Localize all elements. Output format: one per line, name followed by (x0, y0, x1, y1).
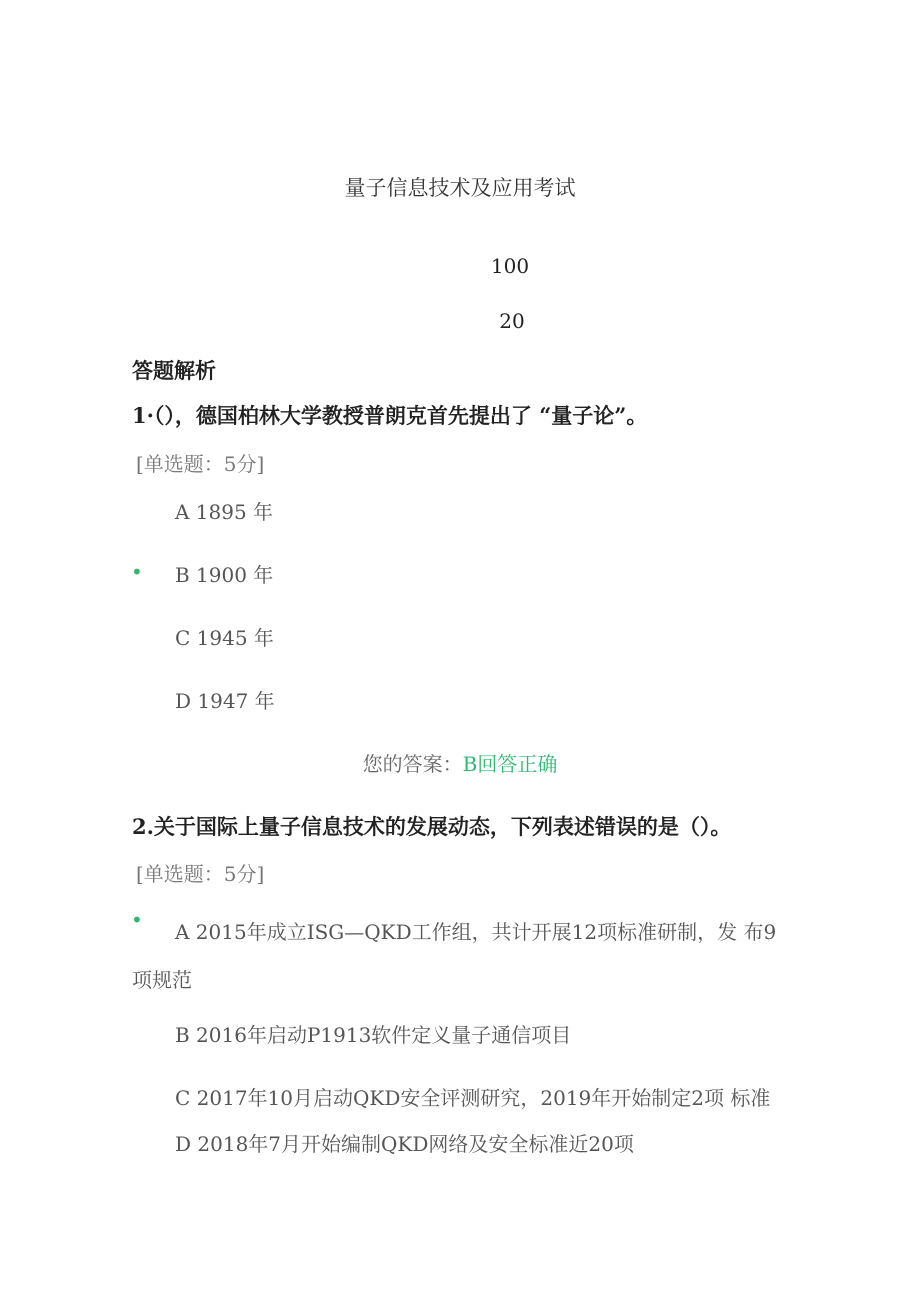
question-2-option-d[interactable]: D 2018年7月开始编制QKD网络及安全标准近20项 (175, 1132, 634, 1156)
selected-marker-icon: • (131, 908, 143, 932)
selected-marker-icon: • (131, 560, 143, 584)
question-1-option-b[interactable]: B 1900 年 (175, 563, 274, 587)
question-1-answer (0, 748, 920, 777)
question-1-stem: 1·（），德国柏林大学教授普朗克首先提出了 “量子论”。 (132, 403, 648, 428)
question-1-type: [单选题：5分] (136, 452, 265, 476)
question-1-option-c[interactable]: C 1945 年 (175, 626, 274, 650)
exam-title: 量子信息技术及应用考试 (344, 176, 576, 200)
total-score: 100 (490, 254, 530, 278)
question-2-option-a[interactable]: A 2015年成立ISG—QKD工作组，共计开展12项标准研制，发 布9项规范 (132, 920, 777, 992)
question-2-stem: 2.关于国际上量子信息技术的发展动态，下列表述错误的是（）。 (132, 814, 732, 839)
answer-prefix: 您的答案： (362, 752, 463, 776)
question-1-option-d[interactable]: D 1947 年 (175, 689, 275, 713)
question-2-type: [单选题：5分] (136, 862, 265, 886)
question-2-option-b[interactable]: B 2016年启动P1913软件定义量子通信项目 (175, 1023, 572, 1047)
question-1-option-a[interactable]: A 1895 年 (175, 500, 274, 524)
question-2-option-c[interactable]: C 2017年10月启动QKD安全评测研究，2019年开始制定2项 标准 (175, 1086, 771, 1110)
answer-result: B回答正确 (462, 752, 558, 776)
question-count: 20 (499, 309, 525, 333)
answer-analysis-heading: 答题解析 (132, 358, 216, 383)
